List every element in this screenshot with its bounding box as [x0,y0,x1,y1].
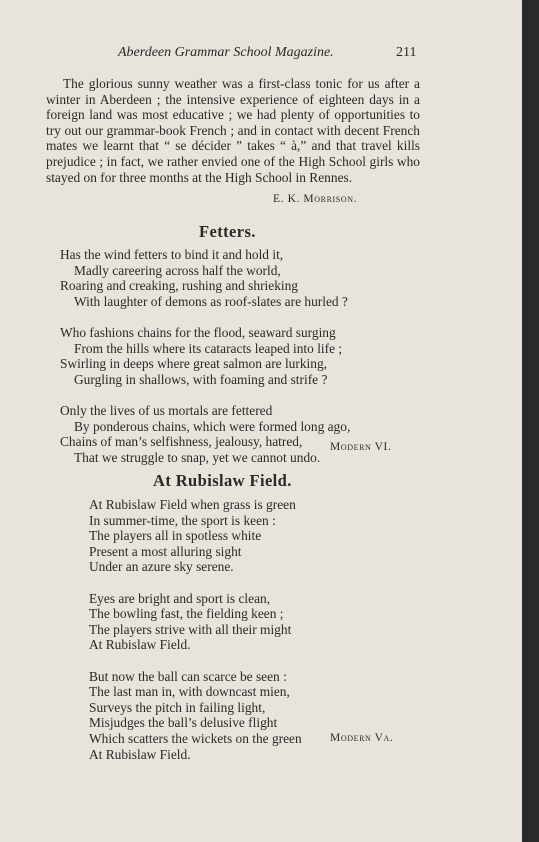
poem-title-fetters: Fetters. [199,222,256,241]
article-signature: E. K. Morrison. [273,193,358,205]
poem-line: At Rubislaw Field. [89,746,191,762]
poem-line: Surveys the pitch in failing light, [89,699,266,715]
poem-line: The bowling fast, the fielding keen ; [89,606,284,622]
poem-line: The players strive with all their might [89,621,292,637]
poem-line: Misjudges the ball’s delusive flight [89,715,278,731]
stanza-gap [60,387,350,403]
poem-line: Which scatters the wickets on the green [89,730,302,746]
poem-line: But now the ball can scarce be seen : [89,668,287,684]
poem-line: Who fashions chains for the flood, seaward surging [60,324,336,340]
poem-line: Roaring and creaking, rushing and shrieking [60,278,298,294]
stanza-gap [89,653,302,669]
poem-line: Chains of man’s selfishness, jealousy, hatred, [60,434,303,450]
poem-line: With laughter of demons as roof-slates are hurled ? [74,293,348,309]
poem-line: Has the wind fetters to bind it and hold it, [60,247,284,262]
poem-line: Only the lives of us mortals are fettered [60,402,273,418]
poem-line: Swirling in deeps where great salmon are lurking, [60,356,327,372]
poem-line: Eyes are bright and sport is clean, [89,590,271,606]
poem-line: The last man in, with downcast mien, [89,684,290,700]
poem-line: By ponderous chains, which were formed long ago, [74,418,351,434]
article-paragraph-block [46,76,420,185]
poem-line: That we struggle to snap, yet we cannot undo. [74,449,321,465]
poem-signature-fetters: Modern VI. [330,441,392,453]
poem-title-rubislaw: At Rubislaw Field. [153,471,292,490]
poem-line: Gurgling in shallows, with foaming and strife ? [74,371,328,387]
poem-line: From the hills where its cataracts leaped into life ; [74,340,343,356]
stanza-gap [60,309,350,325]
poem-line: The players all in spotless white [89,528,262,544]
poem-line: Present a most alluring sight [89,543,242,559]
scan-edge [522,0,539,842]
poem-line: Under an azure sky serene. [89,559,234,575]
magazine-title: Aberdeen Grammar School Magazine. [118,45,334,60]
poem-rubislaw [89,497,302,762]
poem-line: Madly careering across half the world, [74,262,281,278]
poem-line: At Rubislaw Field. [89,637,191,653]
stanza-gap [89,575,302,591]
page-number: 211 [396,45,417,60]
article-paragraph: The glorious sunny weather was a first-class tonic for us after a winter in Aberdeen ; the intensive experience of eighteen days in a foreign land was most educative ; we had plenty of opportunities to try out our grammar-book French ; and in contact with decent French mates we learnt that “ se décider ” takes “ à,” and that travel kills prejudice ; in fact, we rather envied one of the High School girls who stayed on for three months at the High School in Rennes. [46,76,420,185]
poem-line: At Rubislaw Field when grass is green [89,497,296,512]
poem-fetters [60,247,350,465]
poem-line: In summer-time, the sport is keen : [89,512,276,528]
poem-signature-rubislaw: Modern Va. [330,732,394,744]
